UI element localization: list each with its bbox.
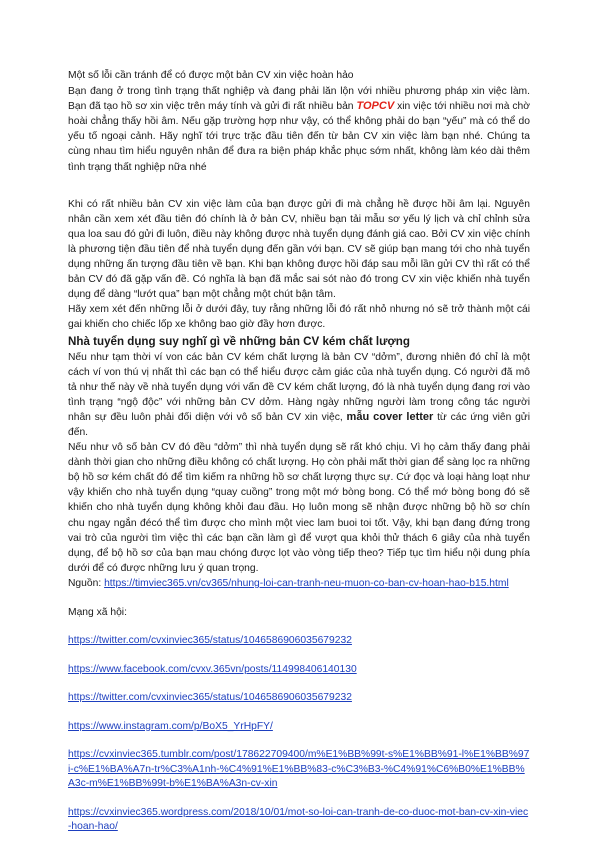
social-link-facebook[interactable]: https://www.facebook.com/cvxv.365vn/posts/114998406140130 [68,663,357,675]
intro-text-end: xin việc tới nhiều nơi mà chờ hoài chẳng thấy hồi âm. Nếu gặp trường hợp như vậy, có thể không phải do bạn “yếu” mà có thể do yếu tố ngoại cảnh. Hãy nghĩ tới trực trặc đầu tiên đến từ bản CV xin việc làm bạn nhé. Chúng ta cùng nhau tìm hiểu nguyên nhân để đưa ra biện pháp khắc phục sớm nhất, không làm kéo dài thêm tình trạng thất nghiệp nữa nhé [68,101,530,173]
recruiter-text-end: từ các ứng viên gửi đến. [68,411,530,438]
brand-topcv: TOPCV [356,100,395,113]
source-line [68,576,530,591]
article-title: Một số lỗi cần tránh để có được một bản CV xin việc hoàn hảo [68,70,354,81]
recruiter-text-start: Nếu như tạm thời ví von các bản CV kém chất lượng là bản CV “dởm”, đương nhiên đó chỉ là một cách ví von thú vị nhất thì các bạn có thể hiểu được cảm giác của nhà tuyển dụng. Có người đã mô tả như thế này về nhà tuyển dụng với vấn đề CV kém chất lượng, đó là nhà tuyển dụng đang rơi vào tình trạng “ngộ độc” với những bản CV dởm. Hàng ngày những người làm trong công tác người nhân sự đều luôn phải đối diện với vô số bản CV xin việc, [68,351,530,423]
intro-paragraph [68,84,530,175]
section-heading: Nhà tuyển dụng suy nghĩ gì về những bản CV kém chất lượng [68,334,410,348]
paragraph-cv-problem: Khi có rất nhiều bản CV xin việc làm của bạn được gửi đi mà chẳng hề được hồi âm lại. Nguyên nhân cần xem xét đầu tiên đó chính là ở bản CV, nhiều bạn tải mẫu sơ yếu lý lịch và chỉ chỉnh sửa qua loa sau đó gửi đi luôn, điều này không được nhà tuyển dụng đánh giá cao. Bởi CV xin việc chính là phương tiện đầu tiên để nhà tuyển dụng đến gần với bạn. CV sẽ giúp bạn mang tới cho nhà tuyển dụng những ấn tượng đầu tiên về bạn. Khi bạn không được hồi đáp sau mỗi lần gửi CV thì rất có thể bản CV đó đã gặp vấn đề. Có nghĩa là bạn đã mắc sai sót nào đó trong CV xin việc khiến nhà tuyển dụng để dàng “lướt qua” bạn một chẳng một chút bận tâm. [68,198,530,301]
source-label: Nguồn: [68,577,105,589]
keyword-cover-letter[interactable]: mẫu cover letter [346,410,434,423]
social-link-wordpress[interactable]: https://cvxinviec365.wordpress.com/2018/10/01/mot-so-loi-can-tranh-de-co-duoc-mot-ban-cv-xin-viec-hoan-hao/ [68,806,529,833]
document-body [68,68,530,849]
social-title: Mạng xã hội: [68,607,127,618]
social-link-twitter[interactable]: https://twitter.com/cvxinviec365/status/1046586906035679232 [68,635,352,647]
social-link-twitter-2[interactable]: https://twitter.com/cvxinviec365/status/1046586906035679232 [68,692,352,704]
source-link[interactable]: https://timviec365.vn/cv365/nhung-loi-can-tranh-neu-muon-co-ban-cv-hoan-hao-b15.html [104,577,509,589]
intro-text-start: Bạn đang ở trong tình trạng thất nghiệp và đang phải lăn lộn với nhiều phương pháp xin việc làm. Bạn đã tạo hồ sơ xin việc trên máy tính và gửi đi rất nhiều bản [68,86,530,113]
paragraph-small-errors: Hãy xem xét đến những lỗi ở dưới đây, tuy rằng những lỗi đó rất nhỏ nhưng nó sẽ trở thành một cái gai khiến cho chiếc lốp xe không bao giờ đầy hơn được. [68,304,530,331]
social-link-instagram[interactable]: https://www.instagram.com/p/BoX5_YrHpFY/ [68,720,273,732]
paragraph-spacer [68,175,530,197]
paragraph-bad-cv: Nếu như vô số bản CV đó đều “dởm” thì nhà tuyển dụng sẽ rất khó chịu. Vì họ cảm thấy đang phải dành thời gian cho những điều không có chất lượng. Họ còn phải mất thời gian để sàng lọc ra những bộ hồ sơ kém chất đó để tìm kiếm ra những hồ sơ chất lượng thực sự. Cứ đọc và loại hàng loạt như vậy khiến cho nhà tuyển dụng “quay cuồng” trong một mớ bòng bong. Có thể mớ bòng bong đó sẽ khiến cho nhà tuyển dụng không khỏi đau đầu. Họ luôn mong sẽ nhận được những bộ hồ sơ chín chu ngay ngắn đécó thể tìm được cho mình một viec lam buoi toi tốt. Vậy, khi bạn đang đứng trong vai trò của người tìm việc thì các bạn cần làm gì để vượt qua khỏi thử thách 6 giây của nhà tuyển dụng, để bộ hồ sơ của bạn mau chóng được lọt vào vòng tiếp theo? Tiếp tục tìm hiểu nội dung phía dưới để có được những lưu ý quan trọng. [68,442,530,574]
paragraph-recruiter-view [68,350,530,441]
social-link-tumblr[interactable]: https://cvxinviec365.tumblr.com/post/178622709400/m%E1%BB%99t-s%E1%BB%91-l%E1%BB%97i-c%E1%BA%A7n-tr%C3%A1nh-%C4%91%E1%BB%83-c%C3%B3-%C4%91%C6%B0%E1%BB%A3c-m%E1%BB%99t-b%E1%BA%A3n-cv-xin [68,749,530,790]
